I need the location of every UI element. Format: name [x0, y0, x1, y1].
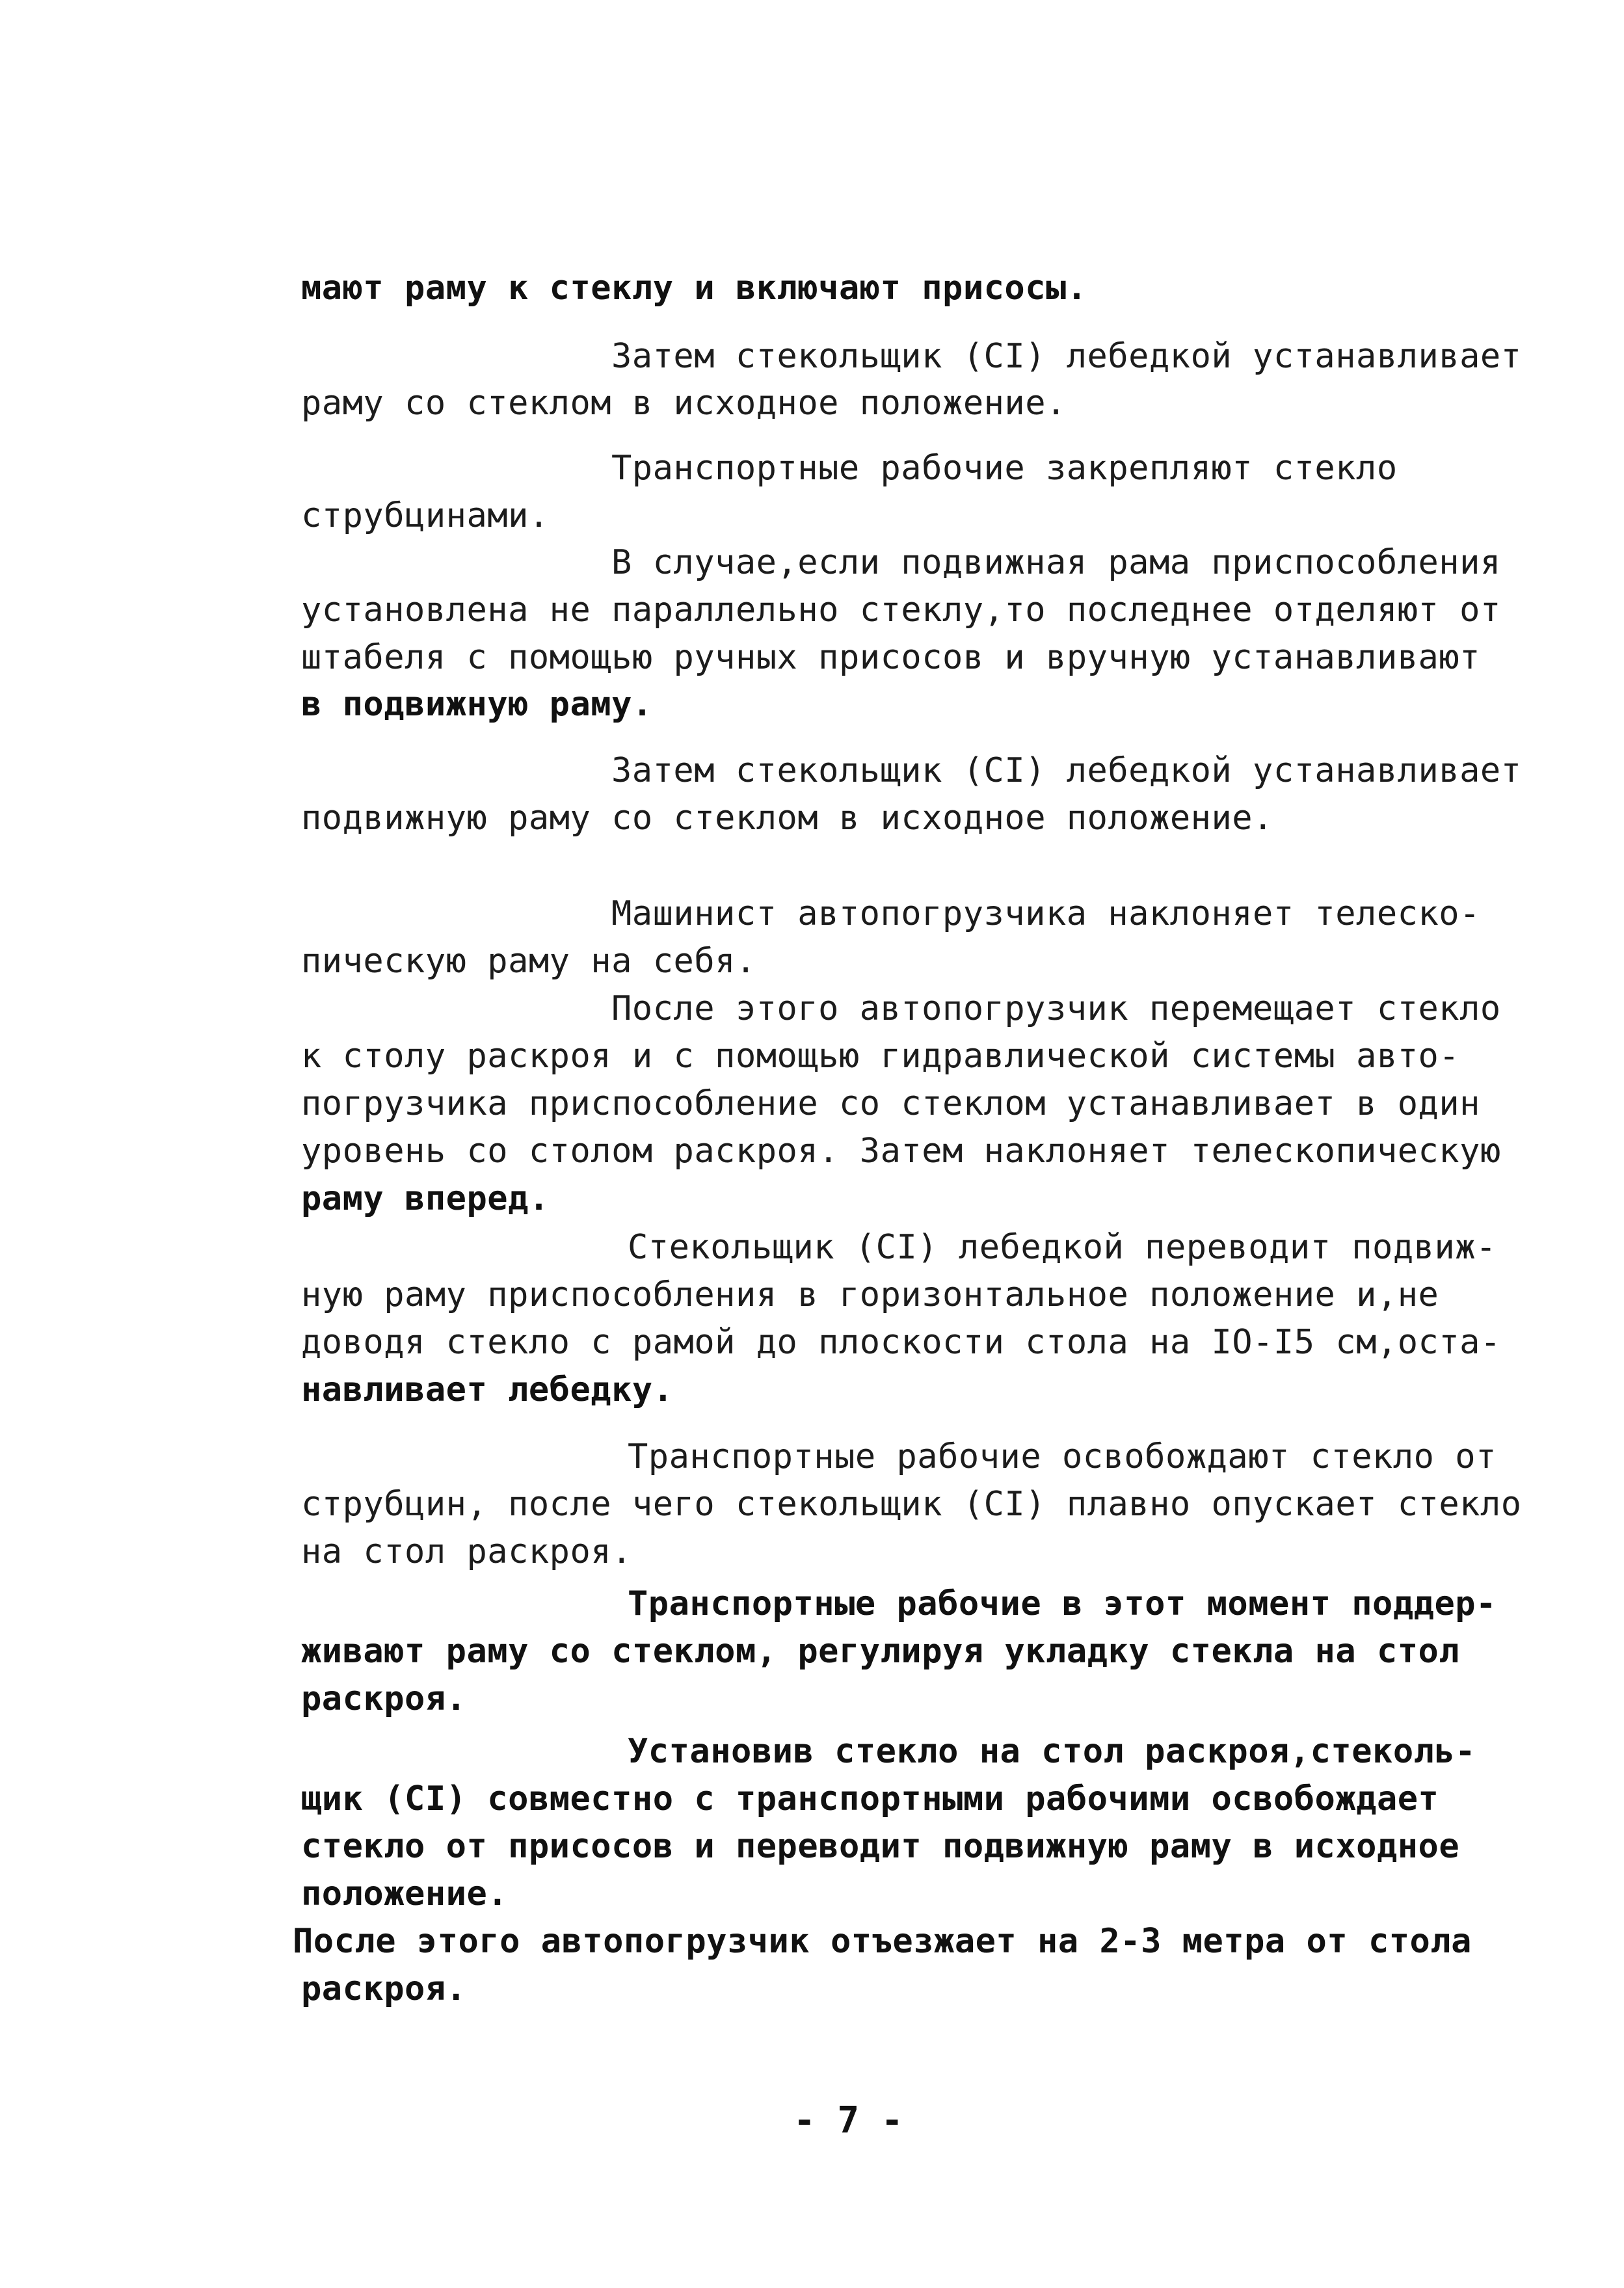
- text-line: живают раму со стеклом, регулируя укладку стекла на стол: [301, 1632, 1460, 1671]
- text-line: ную раму приспособления в горизонтальное положение и,не: [301, 1275, 1439, 1314]
- text-line: доводя стекло с рамой до плоскости стола на IO-I5 см,оста-: [301, 1323, 1501, 1362]
- text-line: стекло от присосов и переводит подвижную раму в исходное: [301, 1827, 1460, 1866]
- text-line: Затем стекольщик (CI) лебедкой устанавливает: [611, 751, 1522, 790]
- text-line: навливает лебедку.: [301, 1370, 674, 1409]
- text-line: пическую раму на себя.: [301, 942, 756, 981]
- text-line: мают раму к стеклу и включают присосы.: [301, 269, 1087, 308]
- text-line: установлена не параллельно стеклу,то последнее отделяют от: [301, 591, 1501, 630]
- text-line: штабеля с помощью ручных присосов и вручную устанавливают: [301, 638, 1480, 677]
- text-line: раскроя.: [301, 1969, 467, 2008]
- text-line: раму вперед.: [301, 1179, 550, 1218]
- text-line: подвижную раму со стеклом в исходное положение.: [301, 799, 1273, 838]
- text-line: Транспортные рабочие закрепляют стекло: [611, 449, 1398, 488]
- text-line: уровень со столом раскроя. Затем наклоняет телескопическую: [301, 1132, 1501, 1171]
- text-line: струбцин, после чего стекольщик (CI) плавно опускает стекло: [301, 1485, 1522, 1524]
- text-line: Машинист автопогрузчика наклоняет телеско-: [611, 894, 1480, 933]
- text-line: на стол раскроя.: [301, 1532, 632, 1571]
- text-line: Стекольщик (CI) лебедкой переводит подвиж-: [628, 1228, 1497, 1267]
- text-line: струбцинами.: [301, 496, 550, 535]
- text-line: к столу раскроя и с помощью гидравлической системы авто-: [301, 1037, 1460, 1076]
- text-line: После этого автопогрузчик перемещает стекло: [611, 989, 1501, 1028]
- text-line: раскроя.: [301, 1679, 467, 1718]
- text-line: раму со стеклом в исходное положение.: [301, 384, 1067, 423]
- text-line: Установив стекло на стол раскроя,стеколь-: [628, 1732, 1476, 1771]
- text-line: щик (CI) совместно с транспортными рабочими освобождает: [301, 1779, 1439, 1818]
- page-number: - 7 -: [793, 2099, 903, 2142]
- text-line: положение.: [301, 1874, 509, 1913]
- text-line: погрузчика приспособление со стеклом устанавливает в один: [301, 1084, 1480, 1123]
- text-line: в подвижную раму.: [301, 685, 653, 724]
- text-line: Транспортные рабочие освобождают стекло от: [628, 1437, 1497, 1476]
- text-line: Затем стекольщик (CI) лебедкой устанавливает: [611, 337, 1522, 376]
- text-line: Транспортные рабочие в этот момент поддер-: [628, 1584, 1497, 1623]
- text-line: В случае,если подвижная рама приспособления: [611, 543, 1501, 582]
- text-line: После этого автопогрузчик отъезжает на 2-3 метра от стола: [293, 1922, 1472, 1961]
